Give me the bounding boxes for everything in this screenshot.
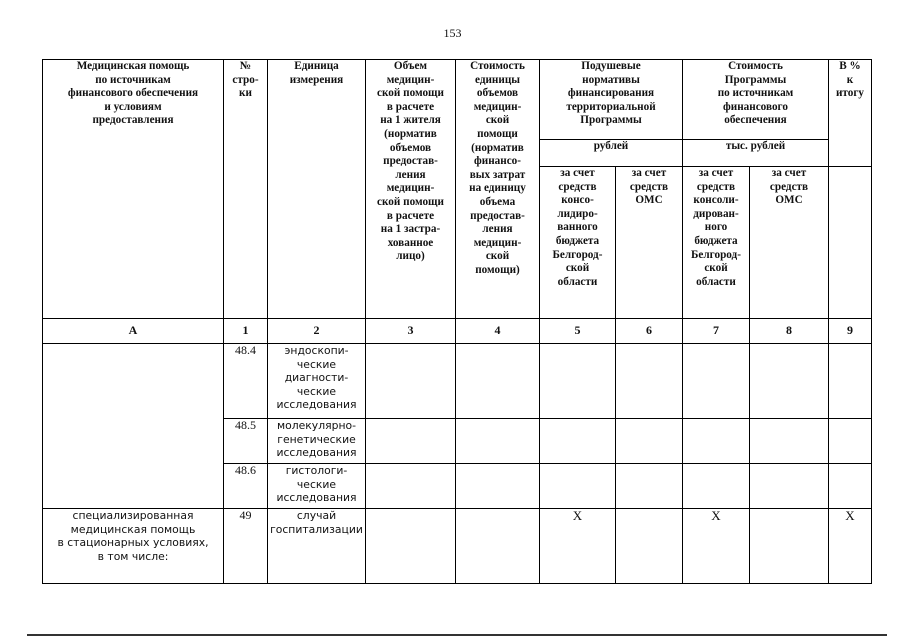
cell-empty: [540, 464, 616, 509]
cell-empty: [456, 509, 540, 584]
table-row: [43, 344, 872, 419]
text-line: молекулярно-: [276, 419, 356, 432]
cell-empty: [366, 464, 456, 509]
text-line: медицинская помощь: [70, 522, 196, 536]
text-line: лицо): [396, 250, 425, 263]
row-number: 48.6: [224, 464, 268, 509]
index-cell: 7: [683, 319, 750, 344]
text-line: по источникам: [95, 73, 171, 86]
text-line: Медицинская помощь: [76, 60, 190, 72]
text-line: бюджета: [694, 234, 738, 247]
row-name: [43, 509, 224, 584]
cell-empty: [750, 509, 829, 584]
text-line: ванного: [557, 221, 598, 234]
index-cell: 8: [750, 319, 829, 344]
text-line: ской помощи: [377, 195, 444, 208]
cell-empty: [829, 344, 872, 419]
index-cell: 1: [224, 319, 268, 344]
text-line: стро-: [232, 73, 259, 86]
cell-empty: [616, 509, 683, 584]
text-line: Подушевые: [581, 60, 641, 72]
index-cell: 9: [829, 319, 872, 344]
index-cell: 5: [540, 319, 616, 344]
text-line: Единица: [294, 60, 339, 72]
cell-empty: [366, 509, 456, 584]
cell-empty: [456, 419, 540, 464]
header-col-2: [268, 60, 366, 319]
text-line: ческие: [296, 384, 337, 398]
index-cell: 6: [616, 319, 683, 344]
cell-empty: [750, 344, 829, 419]
row-unit: [268, 344, 366, 419]
text-line: предостав-: [383, 155, 438, 168]
cell-x-mark: X: [829, 509, 872, 584]
row-number: 49: [224, 509, 268, 584]
row-unit: [268, 419, 366, 464]
text-line: ления: [395, 168, 426, 181]
header-col-9-blank: [829, 167, 872, 319]
header-col-1: [224, 60, 268, 319]
text-line: в расчете: [386, 209, 435, 222]
cell-empty: [616, 344, 683, 419]
index-cell: 4: [456, 319, 540, 344]
index-cell: 3: [366, 319, 456, 344]
text-line: на 1 застра-: [380, 223, 441, 236]
text-line: средств: [696, 180, 736, 193]
unit-thousand-rubles: тыс. рублей: [683, 140, 829, 167]
text-line: хованное: [387, 236, 434, 249]
text-line: предоставления: [92, 114, 174, 127]
cell-x-mark: X: [540, 509, 616, 584]
text-line: ОМС: [635, 194, 663, 207]
text-line: на 1 жителя: [380, 114, 441, 127]
text-line: медицин-: [473, 100, 522, 113]
text-line: нормативы: [582, 73, 640, 86]
text-line: на единицу: [469, 182, 526, 195]
header-col-9: [829, 60, 872, 167]
text-line: Стоимость: [470, 60, 525, 72]
text-line: за счет: [771, 167, 807, 179]
text-line: помощи: [477, 127, 518, 140]
header-col-a: [43, 60, 224, 319]
text-line: специализированная: [72, 509, 194, 522]
text-line: и условиям: [104, 100, 162, 113]
row-unit: [268, 509, 366, 584]
text-line: Программы: [580, 114, 642, 127]
page-number: 153: [443, 26, 462, 40]
row-unit: [268, 464, 366, 509]
text-line: Стоимость: [728, 60, 783, 72]
text-line: ской: [485, 114, 510, 127]
header-col-7: [683, 167, 750, 319]
text-line: вых затрат: [469, 168, 526, 181]
cell-x-mark: X: [683, 509, 750, 584]
text-line: случай: [296, 509, 337, 522]
text-line: исследования: [276, 398, 357, 412]
text-line: итогу: [835, 87, 865, 100]
cell-empty: [829, 464, 872, 509]
text-line: госпитализации: [270, 522, 363, 536]
cell-empty: [366, 419, 456, 464]
text-line: ного: [704, 221, 728, 234]
text-line: консоли-: [693, 194, 739, 207]
header-col-4: [456, 60, 540, 319]
text-line: Объем: [393, 60, 428, 72]
text-line: ки: [239, 87, 252, 100]
text-line: ской помощи: [377, 87, 444, 100]
cell-empty: [750, 464, 829, 509]
text-line: в стационарных условиях,: [57, 536, 209, 550]
cell-empty: [540, 344, 616, 419]
text-line: территориальной: [566, 100, 656, 113]
text-line: бюджета: [555, 234, 600, 247]
text-line: генетические: [277, 432, 356, 446]
text-line: обеспечения: [724, 114, 787, 127]
cell-empty: [829, 419, 872, 464]
text-line: ОМС: [775, 194, 803, 207]
text-line: финансового обеспечения: [67, 87, 199, 100]
text-line: к: [846, 73, 854, 86]
text-line: средств: [629, 180, 669, 193]
funding-table: [42, 59, 872, 584]
index-row: [43, 319, 872, 344]
text-line: финансирования: [567, 87, 655, 100]
text-line: области: [557, 275, 598, 288]
text-line: (норматив: [384, 127, 437, 140]
text-line: ления: [482, 223, 513, 236]
text-line: по источникам: [717, 87, 794, 100]
text-line: исследования: [276, 446, 357, 460]
text-line: Программы: [724, 73, 787, 86]
table-row-49: [43, 509, 872, 584]
unit-rubles: рублей: [540, 140, 683, 167]
text-line: финансового: [723, 100, 788, 113]
cell-empty: [616, 464, 683, 509]
cell-empty: [750, 419, 829, 464]
text-line: медицин-: [386, 182, 435, 195]
text-line: консо-: [561, 194, 594, 207]
text-line: дирован-: [693, 207, 739, 220]
text-line: за счет: [698, 167, 734, 179]
text-line: средств: [769, 180, 809, 193]
cell-empty: [540, 419, 616, 464]
row-number: 48.5: [224, 419, 268, 464]
index-cell: 2: [268, 319, 366, 344]
cell-empty: [683, 464, 750, 509]
text-line: объемов: [389, 141, 432, 154]
index-cell: А: [43, 319, 224, 344]
cell-empty: [683, 419, 750, 464]
text-line: средств: [558, 180, 597, 193]
text-line: В %: [839, 60, 861, 72]
text-line: Белгород-: [691, 248, 741, 261]
header-col-3: [366, 60, 456, 319]
header-col-7-8: [683, 60, 829, 140]
header-col-5: [540, 167, 616, 319]
text-line: за счет: [560, 167, 595, 179]
cell-empty: [456, 464, 540, 509]
text-line: диагности-: [284, 371, 349, 385]
cell-empty: [366, 344, 456, 419]
text-line: за счет: [631, 167, 667, 179]
row-name-blank: [43, 344, 224, 509]
bottom-rule: [27, 634, 887, 636]
text-line: помощи): [475, 263, 520, 276]
text-line: ческие: [296, 477, 337, 491]
header-col-8: [750, 167, 829, 319]
text-line: объемов: [476, 87, 519, 100]
text-line: медицин-: [386, 73, 435, 86]
text-line: единицы: [475, 73, 520, 86]
text-line: предостав-: [470, 209, 525, 222]
header-col-6: [616, 167, 683, 319]
text-line: гистологи-: [285, 464, 348, 477]
cell-empty: [683, 344, 750, 419]
text-line: ческие: [296, 357, 337, 371]
text-line: в расчете: [386, 100, 435, 113]
header-col-5-6: [540, 60, 683, 140]
text-line: ской: [704, 262, 728, 275]
text-line: ской: [565, 262, 590, 275]
text-line: измерения: [289, 73, 344, 86]
text-line: эндоскопи-: [284, 344, 349, 357]
cell-empty: [456, 344, 540, 419]
text-line: лидиро-: [557, 207, 598, 220]
text-line: финансо-: [474, 155, 521, 168]
cell-empty: [616, 419, 683, 464]
text-line: Белгород-: [552, 248, 603, 261]
text-line: ской: [485, 250, 510, 263]
text-line: №: [239, 60, 252, 72]
text-line: объема: [479, 195, 516, 208]
text-line: исследования: [276, 491, 357, 505]
row-number: 48.4: [224, 344, 268, 419]
text-line: медицин-: [473, 236, 522, 249]
text-line: области: [696, 275, 736, 288]
text-line: в том числе:: [97, 549, 169, 563]
text-line: (норматив: [471, 141, 524, 154]
